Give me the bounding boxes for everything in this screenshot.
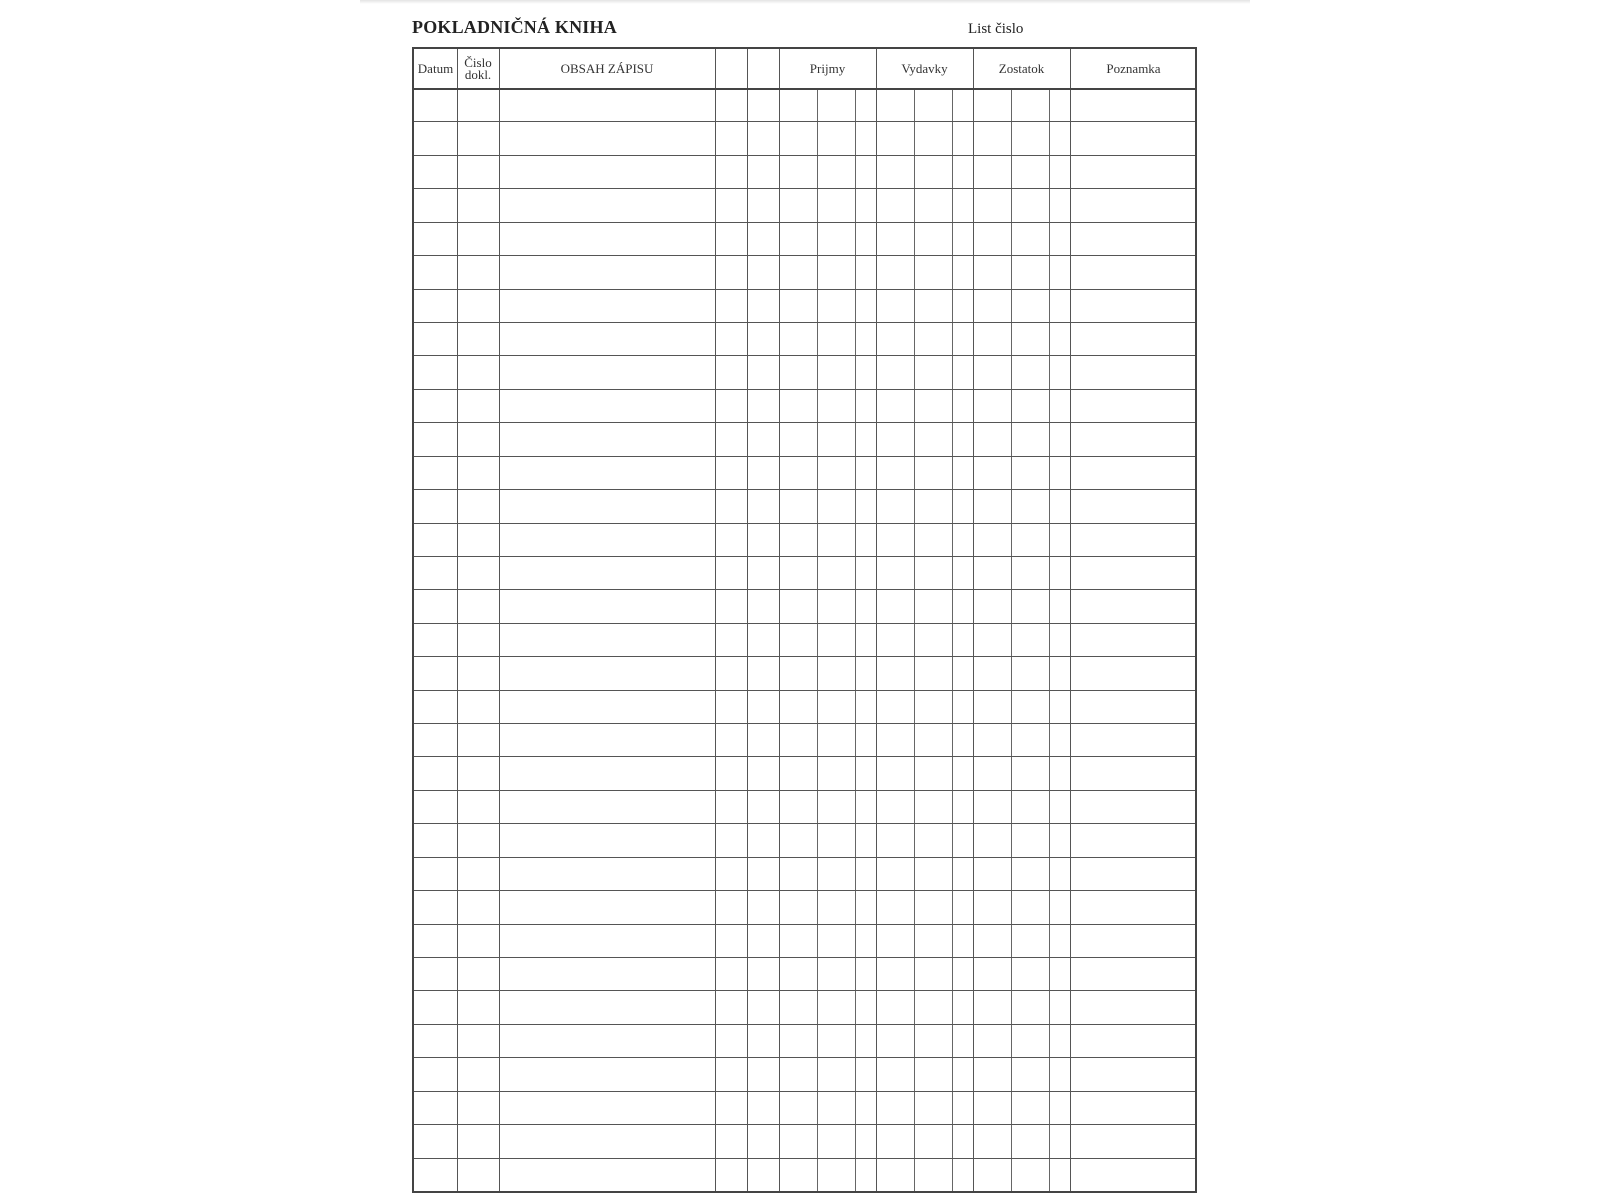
column-divider: [779, 49, 780, 1191]
header-obsah-zapisu: OBSAH ZÁPISU: [560, 60, 654, 76]
column-divider: [747, 49, 748, 1191]
row-divider: [414, 121, 1195, 122]
row-divider: [414, 589, 1195, 590]
row-divider: [414, 1124, 1195, 1125]
row-divider: [414, 222, 1195, 223]
row-divider: [414, 957, 1195, 958]
column-divider: [499, 49, 500, 1191]
ledger-table: [412, 47, 1197, 1193]
row-divider: [414, 690, 1195, 691]
subcolumn-divider: [817, 88, 818, 1191]
row-divider: [414, 489, 1195, 490]
row-divider: [414, 422, 1195, 423]
row-divider: [414, 355, 1195, 356]
row-divider: [414, 255, 1195, 256]
header-datum: Datum: [417, 60, 454, 76]
row-divider: [414, 990, 1195, 991]
column-divider: [876, 49, 877, 1191]
header-poznamka: Poznamka: [1106, 60, 1161, 76]
row-divider: [414, 1057, 1195, 1058]
row-divider: [414, 656, 1195, 657]
subcolumn-divider: [1049, 88, 1050, 1191]
sheet-number-label: List čislo: [968, 21, 1024, 37]
row-divider: [414, 1024, 1195, 1025]
row-divider: [414, 1091, 1195, 1092]
header-divider: [414, 88, 1195, 90]
header-cislo-dokl: Čislo dokl.: [464, 54, 492, 82]
row-divider: [414, 456, 1195, 457]
row-divider: [414, 623, 1195, 624]
row-divider: [414, 389, 1195, 390]
subcolumn-divider: [914, 88, 915, 1191]
subcolumn-divider: [952, 88, 953, 1191]
header-zostatok: Zostatok: [998, 60, 1045, 76]
row-divider: [414, 322, 1195, 323]
column-divider: [457, 49, 458, 1191]
row-divider: [414, 556, 1195, 557]
row-divider: [414, 188, 1195, 189]
header-vydavky: Vydavky: [901, 60, 948, 76]
row-divider: [414, 790, 1195, 791]
row-divider: [414, 890, 1195, 891]
subcolumn-divider: [855, 88, 856, 1191]
column-divider: [1070, 49, 1071, 1191]
row-divider: [414, 857, 1195, 858]
row-divider: [414, 523, 1195, 524]
column-divider: [715, 49, 716, 1191]
row-divider: [414, 1158, 1195, 1159]
row-divider: [414, 756, 1195, 757]
page-title: POKLADNIČNÁ KNIHA: [412, 17, 617, 37]
column-divider: [973, 49, 974, 1191]
row-divider: [414, 723, 1195, 724]
top-scan-edge: [360, 0, 1250, 4]
header-prijmy: Prijmy: [809, 60, 846, 76]
subcolumn-divider: [1011, 88, 1012, 1191]
row-divider: [414, 155, 1195, 156]
row-divider: [414, 823, 1195, 824]
row-divider: [414, 289, 1195, 290]
row-divider: [414, 924, 1195, 925]
